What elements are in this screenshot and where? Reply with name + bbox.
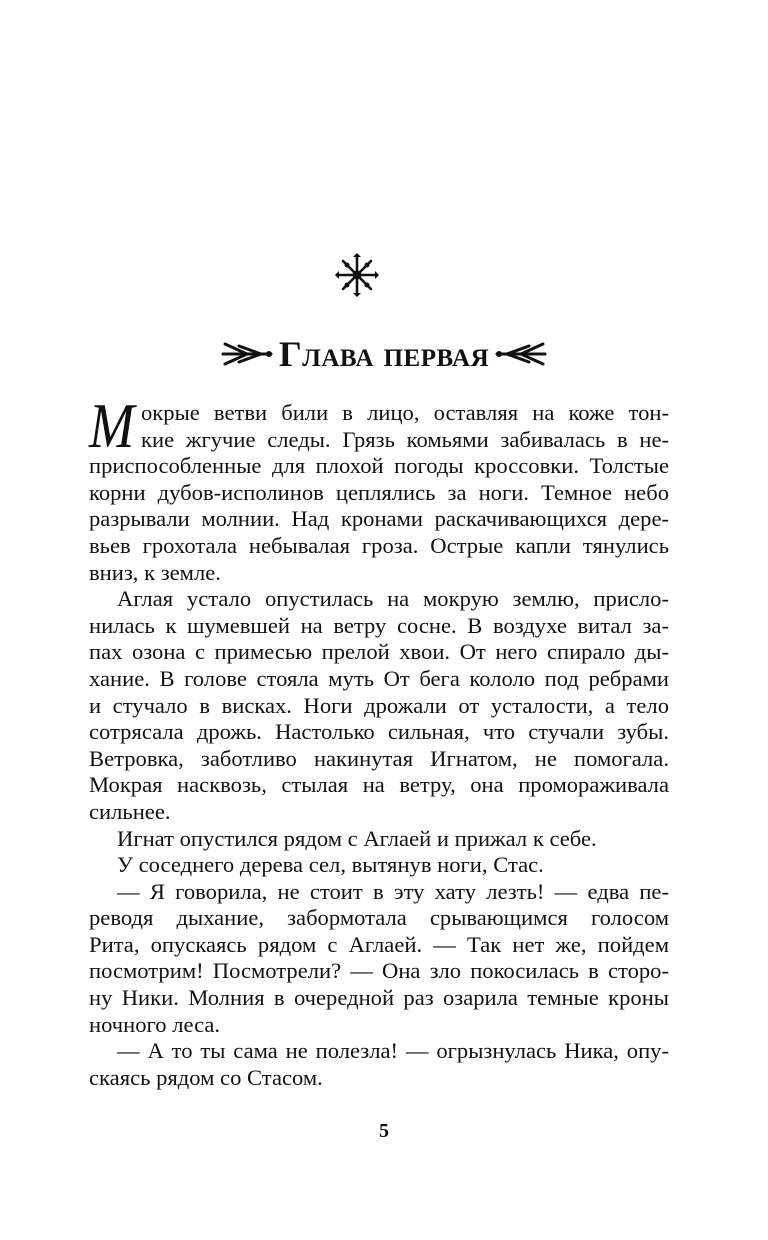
drop-cap: М xyxy=(89,390,135,461)
text-line: ночного леса. xyxy=(89,1011,221,1037)
text-line: хание. В голове стояла муть От бега кололо под ребрами xyxy=(89,665,669,691)
text-line: У соседнего дерева сел, вытянув ноги, Стас. xyxy=(117,852,544,878)
page-number: 5 xyxy=(379,1120,389,1142)
text-line: кие жгучие следы. Грязь комьями забивалась в не- xyxy=(141,426,669,452)
text-line: Ветровка, заботливо накинутая Игнатом, не помогала. xyxy=(89,745,669,771)
text-line: сильнее. xyxy=(89,798,171,824)
text-line: пах озона с примесью прелой хвои. От него спирало ды- xyxy=(89,639,669,665)
chapter-title: Глава первая xyxy=(278,334,490,374)
text-line: ну Ники. Молния в очередной раз озарила темные кроны xyxy=(89,985,669,1011)
text-line: окрые ветви били в лицо, оставляя на коже тон- xyxy=(141,400,669,425)
text-line: вниз, к земле. xyxy=(89,559,221,585)
text-line: корни дубов-исполинов цеплялись за ноги. Темное небо xyxy=(89,479,669,505)
text-line: сотрясала дрожь. Настолько сильная, что стучали зубы. xyxy=(89,719,669,745)
text-line: вьев грохотала небывалая гроза. Острые капли тянулись xyxy=(89,532,669,558)
text-line: скаясь рядом со Стасом. xyxy=(89,1064,323,1090)
text-line: нилась к шумевшей на ветру сосне. В воздухе витал за- xyxy=(89,612,669,638)
left-flourish-icon xyxy=(221,340,273,368)
text-line: посмотрим! Посмотрели? — Она зло покосилась в сторо- xyxy=(89,958,669,984)
right-flourish-icon xyxy=(495,340,547,368)
text-line: разрывали молнии. Над кронами раскачивающихся дере- xyxy=(89,506,669,532)
snowflake-ornament-icon xyxy=(334,252,380,298)
text-line: Мокрая насквозь, стылая на ветру, она проморaживала xyxy=(89,772,669,798)
text-line: Аглая устало опустилась на мокрую землю, присло- xyxy=(117,586,669,612)
text-line: приспособленные для плохой погоды кроссовки. Толстые xyxy=(89,453,669,479)
text-line: Рита, опускаясь рядом с Аглаей. — Так нет же, пойдем xyxy=(89,931,669,957)
text-line: — А то ты сама не полезла! — огрызнулась Ника, опу- xyxy=(117,1038,669,1064)
chapter-body xyxy=(89,390,669,1091)
text-line: и стучало в висках. Ноги дрожали от усталости, а тело xyxy=(89,692,669,718)
text-line: Игнат опустился рядом с Аглаей и прижал к себе. xyxy=(117,825,597,851)
text-line: — Я говорила, не стоит в эту хату лезть! — едва пе- xyxy=(117,878,669,904)
text-line: реводя дыхание, забормотала срывающимся голосом xyxy=(89,905,669,931)
chapter-heading xyxy=(0,332,768,376)
